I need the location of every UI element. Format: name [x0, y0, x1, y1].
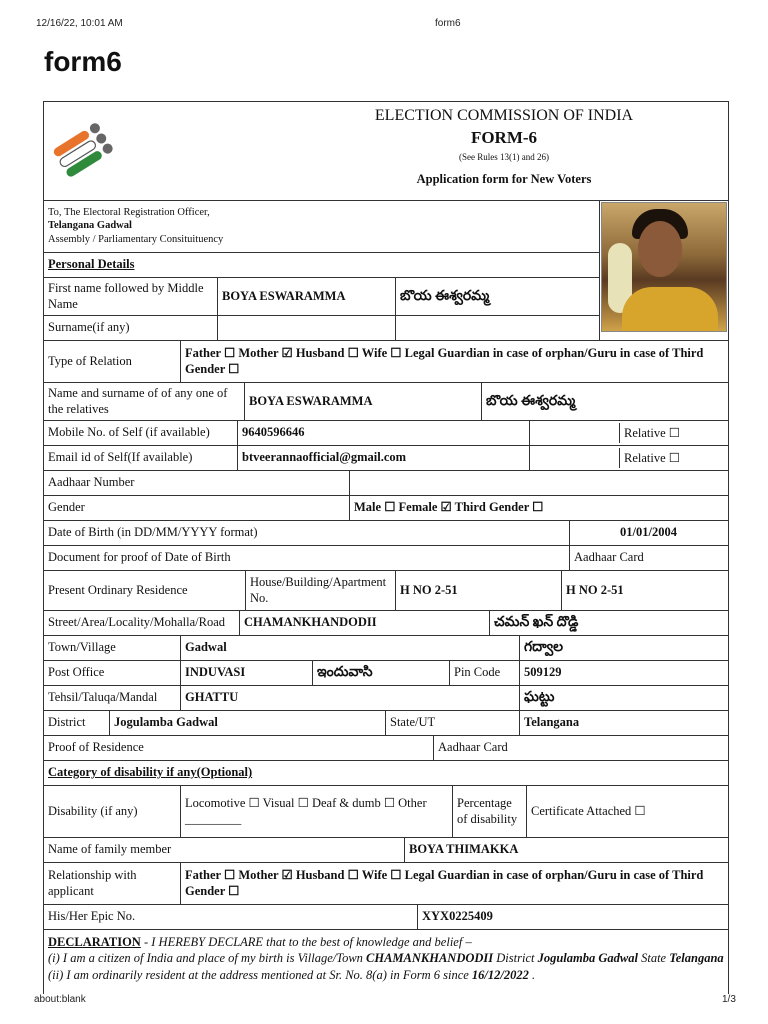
eci-logo-icon: [48, 110, 124, 186]
state-label: State/UT: [386, 711, 520, 736]
district-label: District: [44, 711, 110, 736]
email-value: btveerannaofficial@gmail.com: [238, 446, 530, 471]
page-title: form6: [44, 46, 122, 77]
house-value: H NO 2-51: [396, 571, 562, 611]
rules-ref: (See Rules 13(1) and 26): [459, 152, 549, 163]
street-table: [43, 610, 729, 636]
relationship-applicant-label: Relationship with applicant: [44, 863, 181, 905]
post-office-value: INDUVASI: [181, 661, 313, 686]
ec-org-name: ELECTION COMMISSION OF INDIA: [374, 107, 634, 124]
form-number: FORM-6: [470, 128, 538, 147]
post-office-label: Post Office: [44, 661, 181, 686]
relationship-table: [43, 862, 729, 905]
browser-datetime: 12/16/22, 10:01 AM: [36, 18, 123, 29]
family-table: [43, 837, 729, 863]
proof-residence-value: Aadhaar Card: [434, 736, 730, 761]
addressee-line-3: Assembly / Parliamentary Consituituency: [48, 233, 224, 245]
gender-label: Gender: [44, 496, 350, 521]
relative-name-value: BOYA ESWARAMMA: [245, 383, 482, 421]
first-name-value: BOYA ESWARAMMA: [218, 278, 396, 316]
aadhaar-label: Aadhaar Number: [44, 471, 350, 496]
declaration-line-2a: (ii) I am ordinarily resident at the address mentioned at Sr. No. 8(a) in Form 6 since: [48, 967, 472, 982]
form-header-table: [43, 101, 729, 201]
residence-table: [43, 570, 729, 611]
dob-doc-label: Document for proof of Date of Birth: [44, 546, 570, 571]
disability-options[interactable]: Locomotive ☐ Visual ☐ Deaf & dumb ☐ Other _________: [181, 786, 453, 838]
applicant-photo: [601, 202, 727, 332]
declaration-title: DECLARATION: [48, 935, 141, 949]
relation-type-label: Type of Relation: [44, 341, 181, 383]
house-label: House/Building/Apartment No.: [246, 571, 396, 611]
email-label: Email id of Self(If available): [44, 446, 238, 471]
disability-label: Disability (if any): [44, 786, 181, 838]
browser-url: about:blank: [34, 994, 86, 1005]
epic-value: XYX0225409: [418, 905, 730, 930]
proof-residence-table: [43, 735, 729, 761]
relative-name-label: Name and surname of of any one of the relatives: [44, 383, 245, 421]
addressee-block: [44, 201, 600, 253]
aadhaar-gender-table: [43, 470, 729, 521]
street-telugu: చమన్ ఖన్ దొడ్డి: [490, 611, 730, 636]
photo-cell: [600, 201, 729, 341]
email-relative-checkbox[interactable]: Relative ☐: [619, 448, 725, 468]
declaration-state: Telangana: [669, 951, 724, 966]
dob-value: 01/01/2004: [570, 521, 730, 546]
district-table: [43, 710, 729, 736]
proof-residence-label: Proof of Residence: [44, 736, 434, 761]
gender-options[interactable]: Male ☐ Female ☑ Third Gender ☐: [350, 496, 730, 521]
relative-table: [43, 382, 729, 421]
addressee-line-2: Telangana Gadwal: [48, 220, 132, 232]
declaration-line-1e: State: [637, 951, 670, 966]
mobile-relative-checkbox[interactable]: Relative ☐: [619, 423, 725, 443]
declaration-birthplace: CHAMANKHANDODII: [366, 951, 494, 966]
pin-code-label: Pin Code: [450, 661, 520, 686]
mobile-label: Mobile No. of Self (if available): [44, 421, 238, 446]
first-name-label: First name followed by Middle Name: [44, 278, 218, 316]
declaration-table: [43, 929, 729, 994]
declaration-line-1a: (i) I am a citizen of India and place of my birth is Village/Town: [48, 951, 367, 966]
street-value: CHAMANKHANDODII: [240, 611, 490, 636]
certificate-attached-checkbox[interactable]: Certificate Attached ☐: [527, 786, 730, 838]
street-label: Street/Area/Locality/Mohalla/Road: [44, 611, 240, 636]
declaration-line-1c: District: [493, 951, 538, 966]
dob-label: Date of Birth (in DD/MM/YYYY format): [44, 521, 570, 546]
pin-code-value: 509129: [520, 661, 729, 686]
addressee-line-1: To, The Electoral Registration Officer,: [48, 206, 210, 218]
family-member-value: BOYA THIMAKKA: [405, 838, 730, 863]
page-number: 1/3: [722, 994, 736, 1005]
tehsil-value: GHATTU: [181, 686, 520, 711]
relation-table: [43, 340, 729, 383]
top-section-table: [43, 200, 729, 341]
post-office-telugu: ఇందువాసి: [313, 661, 450, 686]
surname-label: Surname(if any): [44, 316, 218, 341]
declaration-line-2c: .: [528, 967, 536, 982]
epic-table: [43, 904, 729, 930]
form6-document: [43, 101, 729, 994]
declaration-since-date: 16/12/2022: [471, 967, 529, 982]
address-table: [43, 635, 729, 711]
dob-doc-value: Aadhaar Card: [570, 546, 730, 571]
residence-label: Present Ordinary Residence: [44, 571, 246, 611]
surname-telugu: [396, 316, 600, 341]
relation-type-options[interactable]: Father ☐ Mother ☑ Husband ☐ Wife ☐ Legal Guardian in case of orphan/Guru in case of Third Gender ☐: [181, 341, 730, 383]
house-value-2: H NO 2-51: [562, 571, 730, 611]
declaration-block: [44, 930, 730, 995]
contact-table: [43, 420, 729, 471]
epic-label: His/Her Epic No.: [44, 905, 418, 930]
tehsil-label: Tehsil/Taluqa/Mandal: [44, 686, 181, 711]
surname-value: [218, 316, 396, 341]
district-value: Jogulamba Gadwal: [110, 711, 386, 736]
declaration-district: Jogulamba Gadwal: [537, 951, 638, 966]
first-name-telugu: బొయ ఈశ్వరమ్మ: [396, 278, 600, 316]
declaration-intro: - I HEREBY DECLARE that to the best of knowledge and belief –: [140, 935, 472, 949]
personal-details-heading: Personal Details: [44, 253, 600, 278]
mobile-value: 9640596646: [238, 421, 530, 446]
state-value: Telangana: [520, 711, 730, 736]
aadhaar-value: [350, 471, 730, 496]
disability-percentage-label: Percentage of disability: [453, 786, 527, 838]
disability-table: [43, 760, 729, 838]
town-label: Town/Village: [44, 636, 181, 661]
application-title: Application form for New Voters: [416, 171, 592, 186]
dob-table: [43, 520, 729, 571]
town-telugu: గద్వాల: [520, 636, 729, 661]
family-member-label: Name of family member: [44, 838, 405, 863]
ec-header-cell: [44, 102, 730, 201]
town-value: Gadwal: [181, 636, 520, 661]
browser-tab-title: form6: [435, 18, 461, 29]
tehsil-telugu: ఘట్టు: [520, 686, 729, 711]
relationship-applicant-options[interactable]: Father ☐ Mother ☑ Husband ☐ Wife ☐ Legal Guardian in case of orphan/Guru in case of Third Gender ☐: [181, 863, 730, 905]
ec-header-text: [344, 106, 664, 187]
relative-name-telugu: బొయ ఈశ్వరమ్మ: [482, 383, 730, 421]
disability-category-heading: Category of disability if any(Optional): [44, 761, 730, 786]
